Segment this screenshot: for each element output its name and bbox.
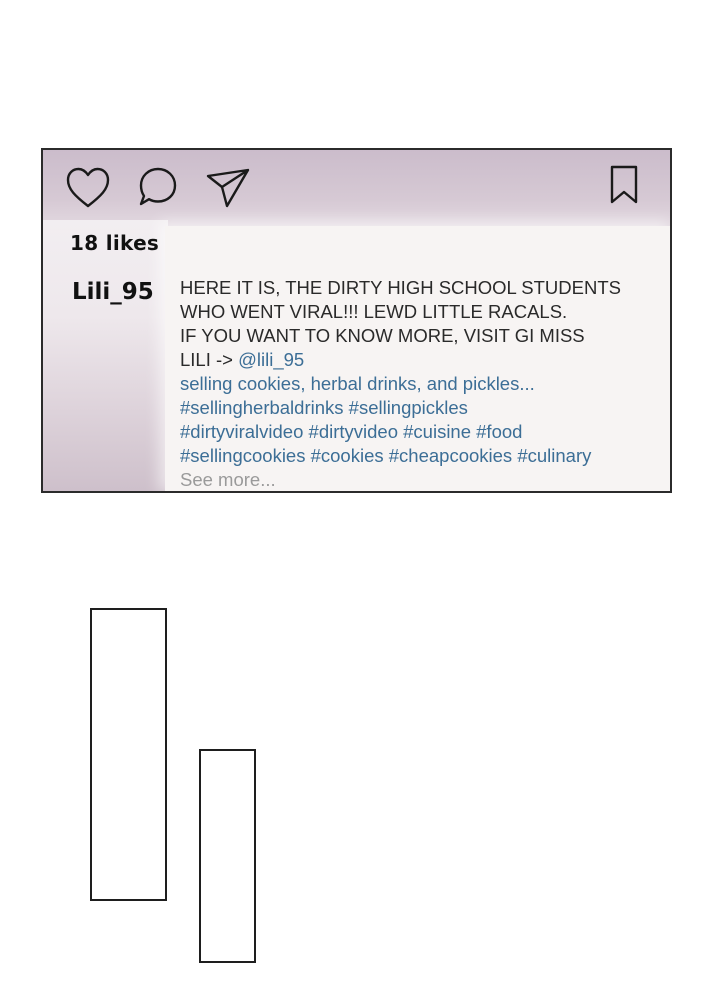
caption-link-line[interactable]: selling cookies, herbal drinks, and pickles... [180,373,535,394]
post-caption [180,276,660,492]
hashtag-line[interactable]: #sellingherbaldrinks #sellingpickles [180,397,468,418]
instagram-post-card [41,148,672,493]
heart-icon[interactable] [65,166,111,210]
empty-panel-frame-left [90,608,167,901]
post-username[interactable]: Lili_95 [72,279,154,305]
caption-line: IF YOU WANT TO KNOW MORE, VISIT GI MISS [180,325,585,346]
mention-link[interactable]: @lili_95 [238,349,305,370]
empty-panel-frame-right [199,749,256,963]
caption-line [180,348,660,372]
hashtag-line[interactable]: #dirtyviralvideo #dirtyvideo #cuisine #food [180,421,523,442]
paper-plane-icon[interactable] [205,166,251,210]
caption-line: HERE IT IS, THE DIRTY HIGH SCHOOL STUDENTS [180,277,621,298]
hashtag-line[interactable]: #sellingcookies #cookies #cheapcookies #culinary [180,445,592,466]
comment-bubble-icon[interactable] [138,166,178,208]
post-action-bar [43,150,670,225]
caption-line: WHO WENT VIRAL!!! LEWD LITTLE RACALS. [180,301,568,322]
see-more-link[interactable]: See more... [180,469,276,490]
post-side-background [43,220,168,493]
caption-text: LILI -> [180,349,239,370]
likes-count[interactable]: 18 likes [70,231,160,255]
bookmark-icon[interactable] [609,164,639,206]
